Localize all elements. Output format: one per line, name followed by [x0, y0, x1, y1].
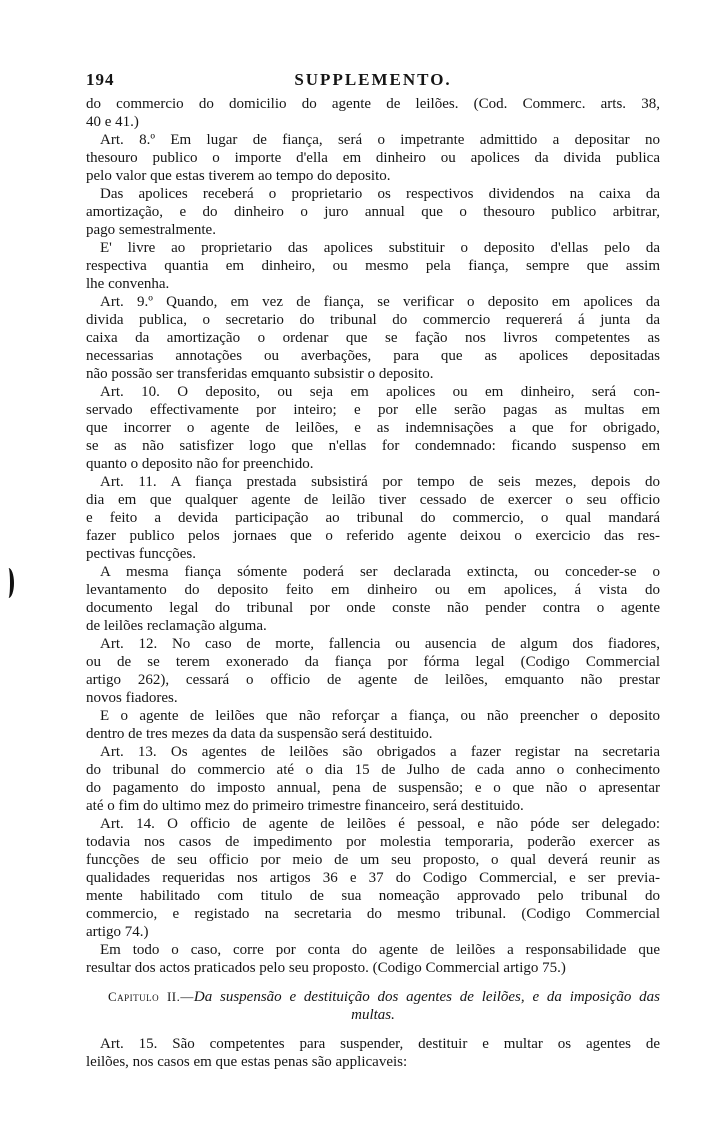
text-line: divida publica, o secretario do tribunal do commercio requererá á junta da	[86, 312, 660, 328]
text-line: Art. 10. O deposito, ou seja em apolices ou em dinheiro, será con-	[100, 384, 660, 400]
text-line: Art. 12. No caso de morte, fallencia ou ausencia de algum dos fiadores,	[100, 636, 660, 652]
paragraph	[86, 941, 660, 977]
text-line: levantamento do deposito feito em dinheiro ou em apolices, á vista do	[86, 582, 660, 598]
chapter-label: Capitulo II.—	[108, 989, 194, 1004]
text-line: resultar dos actos praticados pelo seu proposto. (Codigo Commercial artigo 75.)	[86, 960, 566, 976]
text-line: documento legal do tribunal por onde conste não pender contra o agente	[86, 600, 660, 616]
text-line: caixa da amortização o ordenar que se fação nos livros competentes as	[86, 330, 660, 346]
paragraph	[86, 473, 660, 563]
text-line: artigo 262), cessará o officio de agente de leilões, emquanto não prestar	[86, 672, 660, 688]
text-line: E o agente de leilões que não reforçar a fiança, ou não preencher o deposito	[100, 708, 660, 724]
text-line: Art. 13. Os agentes de leilões são obrigados a fazer registar na secretaria	[100, 744, 660, 760]
paragraph	[86, 707, 660, 743]
text-line: mente habilitado com titulo de sua nomeação approvado pelo tribunal do	[86, 888, 660, 904]
page-body	[86, 95, 660, 1071]
paragraph	[86, 185, 660, 239]
paragraph	[86, 383, 660, 473]
text-line: do pagamento do imposto annual, pena de suspensão; e o que não o apresentar	[86, 780, 660, 796]
text-line: até o fim do ultimo mez do primeiro trimestre financeiro, será destituido.	[86, 798, 524, 814]
paragraph	[86, 293, 660, 383]
text-line: dia em que qualquer agente de leilão tiver cessado de exercer o seu officio	[86, 492, 660, 508]
text-line: dentro de tres mezes da data da suspensão será destituido.	[86, 726, 433, 742]
text-line: 40 e 41.)	[86, 114, 139, 130]
text-line: ou de se terem exonerado da fiança por fórma legal (Codigo Commercial	[86, 654, 660, 670]
text-line: thesouro publico o importe d'ella em dinheiro ou apolices da divida publica	[86, 150, 660, 166]
text-line: quanto o deposito não for preenchido.	[86, 456, 314, 472]
page-number: 194	[86, 70, 115, 89]
chapter-heading-line	[86, 988, 660, 1006]
text-line: Art. 8.º Em lugar de fiança, será o impetrante admittido a depositar no	[100, 132, 660, 148]
text-line: todavia nos casos de impedimento por molestia temporaria, poderão exercer as	[86, 834, 660, 850]
paragraph	[86, 635, 660, 707]
text-line: leilões, nos casos em que estas penas são applicaveis:	[86, 1054, 408, 1070]
text-line: Art. 15. São competentes para suspender, destituir e multar os agentes de	[100, 1036, 660, 1052]
paragraph	[86, 1035, 660, 1071]
chapter-heading	[86, 988, 660, 1024]
text-line: amortização, e do dinheiro o juro annual que o thesouro publico arbitrar,	[86, 204, 660, 220]
text-line: Em todo o caso, corre por conta do agente de leilões a responsabilidade que	[100, 942, 660, 958]
text-line: pelo valor que estas tiverem ao tempo do deposito.	[86, 168, 391, 184]
paragraph	[86, 239, 660, 293]
text-line: pago semestralmente.	[86, 222, 216, 238]
text-line: do commercio do domicilio do agente de leilões. (Cod. Commerc. arts. 38,	[86, 96, 660, 112]
chapter-title-continued: multas.	[351, 1007, 395, 1023]
text-line: Art. 11. A fiança prestada subsistirá por tempo de seis mezes, depois do	[100, 474, 660, 490]
text-line: funcções de seu officio por meio de um seu proposto, o qual deverá reunir as	[86, 852, 660, 868]
text-line: respectiva quantia em dinheiro, ou mesmo pela fiança, sempre que assim	[86, 258, 660, 274]
text-line: commercio, e registado na secretaria do mesmo tribunal. (Codigo Commercial	[86, 906, 660, 922]
text-line: Art. 14. O officio de agente de leilões é pessoal, e não póde ser delegado:	[100, 816, 660, 832]
text-line: lhe convenha.	[86, 276, 170, 292]
text-line: artigo 74.)	[86, 924, 149, 940]
text-line: necessarias annotações ou averbações, para que as apolices depositadas	[86, 348, 660, 364]
text-line: se as não satisfizer logo que n'ellas for condemnado: ficando suspenso em	[86, 438, 660, 454]
text-line: que incorrer o agente de leilões, e as indemnisações a que for obrigado,	[86, 420, 660, 436]
paragraph	[86, 815, 660, 941]
page-header	[86, 70, 660, 90]
articles-section	[86, 95, 660, 977]
text-line: Das apolices receberá o proprietario os respectivos dividendos na caixa da	[100, 186, 660, 202]
text-line: e feito a devida participação ao tribunal do commercio, o qual mandará	[86, 510, 660, 526]
paragraph	[86, 95, 660, 131]
text-line: Art. 9.º Quando, em vez de fiança, se verificar o deposito em apolices da	[100, 294, 660, 310]
text-line: novos fiadores.	[86, 690, 178, 706]
chapter-articles-section	[86, 1035, 660, 1071]
text-line: A mesma fiança sómente poderá ser declarada extincta, ou conceder-se o	[100, 564, 660, 580]
text-line: servado effectivamente por inteiro; e por elle serão pagas as multas em	[86, 402, 660, 418]
text-line: não possão ser transferidas emquanto subsistir o deposito.	[86, 366, 434, 382]
paragraph	[86, 563, 660, 635]
text-line: fazer publico pelos jornaes que o referido agente deixou o exercicio das res-	[86, 528, 660, 544]
paragraph	[86, 743, 660, 815]
text-line: do tribunal do commercio até o dia 15 de Julho de cada anno o conhecimento	[86, 762, 660, 778]
paragraph	[86, 131, 660, 185]
text-line: qualidades requeridas nos artigos 36 e 37 do Codigo Commercial, e ser previa-	[86, 870, 660, 886]
binding-mark	[3, 568, 14, 598]
text-line: pectivas funcções.	[86, 546, 196, 562]
text-line: de leilões reclamação alguma.	[86, 618, 267, 634]
running-title: SUPPLEMENTO.	[294, 70, 452, 89]
chapter-title: Da suspensão e destituição dos agentes de leilões, e da imposição das	[193, 989, 660, 1005]
text-line: E' livre ao proprietario das apolices substituir o deposito d'ellas pelo da	[100, 240, 660, 256]
